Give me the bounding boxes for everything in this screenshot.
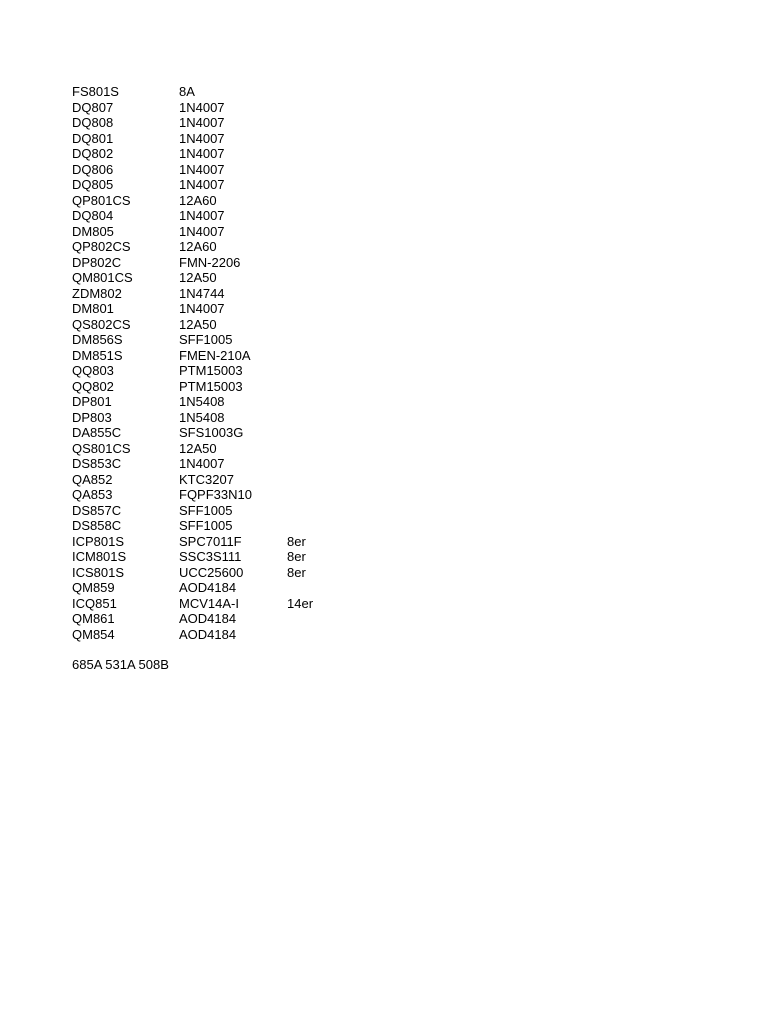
part-number-cell[interactable]: AOD4184 (179, 611, 237, 626)
note-cell[interactable] (287, 379, 347, 395)
spreadsheet-sheet (72, 84, 347, 673)
part-number-cell[interactable]: SFF1005 (179, 332, 233, 347)
part-number-cell[interactable]: 1N4744 (179, 285, 225, 301)
note-cell[interactable] (287, 193, 347, 209)
part-number-cell[interactable]: 8A (179, 84, 195, 99)
table-row (72, 193, 347, 209)
reference-cell[interactable]: DQ806 (72, 161, 114, 177)
note-cell[interactable] (287, 286, 347, 302)
table-row (72, 146, 347, 162)
reference-cell[interactable]: QP801CS (72, 192, 131, 208)
reference-cell[interactable]: QQ802 (72, 378, 114, 394)
note-cell[interactable] (287, 472, 347, 488)
part-number-cell[interactable]: 1N5408 (179, 394, 225, 409)
table-row (72, 394, 347, 410)
parts-table-body (72, 84, 347, 642)
note-cell[interactable] (287, 115, 347, 131)
table-row (72, 286, 347, 302)
reference-cell[interactable]: FS801S (72, 84, 119, 99)
table-row (72, 410, 347, 426)
table-row (72, 549, 347, 565)
part-number-cell[interactable]: AOD4184 (179, 580, 237, 595)
table-row (72, 239, 347, 255)
reference-cell[interactable]: DQ801 (72, 130, 114, 146)
table-row (72, 332, 347, 348)
part-number-cell[interactable]: SFF1005 (179, 502, 233, 518)
note-cell[interactable] (287, 301, 347, 317)
part-number-cell[interactable]: 12A60 (179, 192, 217, 208)
note-cell[interactable] (287, 348, 347, 364)
note-cell[interactable] (287, 580, 347, 596)
note-cell[interactable] (287, 131, 347, 147)
reference-cell[interactable]: QS801CS (72, 440, 131, 456)
part-number-cell[interactable]: AOD4184 (179, 626, 237, 642)
table-row (72, 177, 347, 193)
part-number-cell[interactable]: FMEN-210A (179, 347, 251, 363)
part-number-cell[interactable]: FQPF33N10 (179, 487, 252, 502)
reference-cell[interactable]: DQ808 (72, 115, 114, 130)
reference-cell[interactable]: QA852 (72, 471, 113, 487)
note-cell[interactable] (287, 611, 347, 627)
table-row (72, 472, 347, 488)
reference-cell[interactable]: DP801 (72, 394, 112, 409)
table-row (72, 565, 347, 581)
reference-cell[interactable]: DM856S (72, 332, 123, 347)
reference-cell[interactable]: DM851S (72, 347, 123, 363)
note-cell[interactable] (287, 627, 347, 643)
reference-cell[interactable]: DA855C (72, 425, 122, 440)
note-cell[interactable] (287, 441, 347, 457)
reference-cell[interactable]: ICQ851 (72, 595, 117, 611)
reference-cell[interactable]: DS853C (72, 456, 122, 471)
note-cell[interactable] (287, 224, 347, 240)
reference-cell[interactable]: QA853 (72, 487, 113, 502)
table-row (72, 456, 347, 472)
part-number-cell[interactable]: 1N4007 (179, 177, 225, 192)
reference-cell[interactable]: QM861 (72, 611, 115, 626)
table-row (72, 100, 347, 116)
table-row (72, 131, 347, 147)
table-row (72, 301, 347, 317)
part-number-cell[interactable]: 1N4007 (179, 208, 225, 223)
part-number-cell[interactable]: SFS1003G (179, 425, 244, 440)
table-row (72, 487, 347, 503)
reference-cell[interactable]: QM801CS (72, 270, 133, 285)
table-row (72, 84, 347, 100)
reference-cell[interactable]: DM805 (72, 223, 114, 239)
part-number-cell[interactable]: 1N5408 (179, 409, 225, 425)
note-cell[interactable] (287, 208, 347, 224)
part-number-cell[interactable]: 12A50 (179, 316, 217, 332)
note-cell[interactable]: 8er (287, 533, 306, 549)
part-number-cell[interactable]: SPC7011F (179, 533, 242, 549)
table-row (72, 317, 347, 333)
table-row (72, 596, 347, 612)
part-number-cell[interactable]: FMN-2206 (179, 254, 241, 270)
part-number-cell[interactable]: 1N4007 (179, 130, 225, 146)
table-row (72, 441, 347, 457)
note-cell[interactable] (287, 363, 347, 379)
reference-cell[interactable]: DM801 (72, 301, 114, 316)
reference-cell[interactable]: ICP801S (72, 533, 125, 549)
note-cell[interactable] (287, 503, 347, 519)
table-row (72, 348, 347, 364)
part-number-cell[interactable]: 12A50 (179, 440, 217, 456)
table-row (72, 425, 347, 441)
part-number-cell[interactable]: 1N4007 (179, 146, 225, 161)
note-cell[interactable] (287, 487, 347, 503)
note-cell[interactable] (287, 239, 347, 255)
note-cell[interactable] (287, 146, 347, 162)
part-number-cell[interactable]: 12A50 (179, 270, 217, 285)
footer-note[interactable]: 685A 531A 508B (72, 657, 169, 672)
part-number-cell[interactable]: MCV14A-I (179, 595, 239, 611)
reference-cell[interactable]: QS802CS (72, 316, 131, 332)
reference-cell[interactable]: DP803 (72, 409, 112, 425)
note-cell[interactable] (287, 84, 347, 100)
reference-cell[interactable]: QM854 (72, 626, 115, 642)
table-row (72, 270, 347, 286)
table-row (72, 162, 347, 178)
reference-cell[interactable]: ZDM802 (72, 285, 122, 301)
table-row (72, 224, 347, 240)
table-row (72, 611, 347, 627)
part-number-cell[interactable]: 1N4007 (179, 115, 225, 130)
part-number-cell[interactable]: UCC25600 (179, 564, 244, 580)
part-number-cell[interactable]: SFF1005 (179, 518, 233, 533)
note-cell[interactable]: 8er (287, 564, 306, 580)
note-cell[interactable] (287, 394, 347, 410)
part-number-cell[interactable]: 1N4007 (179, 223, 225, 239)
table-row (72, 115, 347, 131)
reference-cell[interactable]: ICS801S (72, 564, 125, 580)
note-cell[interactable] (287, 518, 347, 534)
note-cell[interactable]: 14er (287, 595, 314, 611)
note-cell[interactable] (287, 410, 347, 426)
table-row (72, 363, 347, 379)
table-row (72, 518, 347, 534)
reference-cell[interactable]: ICM801S (72, 549, 127, 564)
reference-cell[interactable]: DQ804 (72, 208, 114, 223)
part-number-cell[interactable]: 1N4007 (179, 456, 225, 471)
note-cell[interactable] (287, 270, 347, 286)
part-number-cell[interactable]: SSC3S111 (179, 549, 242, 564)
table-row (72, 379, 347, 395)
note-cell[interactable] (287, 100, 347, 116)
table-row (72, 627, 347, 643)
reference-cell[interactable]: DP802C (72, 254, 122, 270)
reference-cell[interactable]: DQ807 (72, 99, 114, 115)
reference-cell[interactable]: QQ803 (72, 363, 114, 378)
reference-cell[interactable]: DS858C (72, 518, 122, 533)
table-row (72, 534, 347, 550)
reference-cell[interactable]: QP802CS (72, 239, 131, 254)
note-cell[interactable] (287, 177, 347, 193)
note-cell[interactable] (287, 332, 347, 348)
table-row (72, 255, 347, 271)
note-cell[interactable]: 8er (287, 549, 306, 564)
note-cell[interactable] (287, 317, 347, 333)
reference-cell[interactable]: QM859 (72, 580, 115, 595)
reference-cell[interactable]: DQ802 (72, 146, 114, 161)
part-number-cell[interactable]: 1N4007 (179, 301, 225, 316)
note-cell[interactable] (287, 162, 347, 178)
part-number-cell[interactable]: 1N4007 (179, 161, 225, 177)
table-row (72, 580, 347, 596)
note-cell[interactable] (287, 255, 347, 271)
part-number-cell[interactable]: PTM15003 (179, 363, 243, 378)
part-number-cell[interactable]: 12A60 (179, 239, 217, 254)
table-row (72, 208, 347, 224)
part-number-cell[interactable]: KTC3207 (179, 471, 234, 487)
table-row (72, 503, 347, 519)
part-number-cell[interactable]: PTM15003 (179, 378, 243, 394)
note-cell[interactable] (287, 425, 347, 441)
parts-table (72, 84, 347, 642)
part-number-cell[interactable]: 1N4007 (179, 99, 225, 115)
note-cell[interactable] (287, 456, 347, 472)
reference-cell[interactable]: DS857C (72, 502, 122, 518)
reference-cell[interactable]: DQ805 (72, 177, 114, 192)
